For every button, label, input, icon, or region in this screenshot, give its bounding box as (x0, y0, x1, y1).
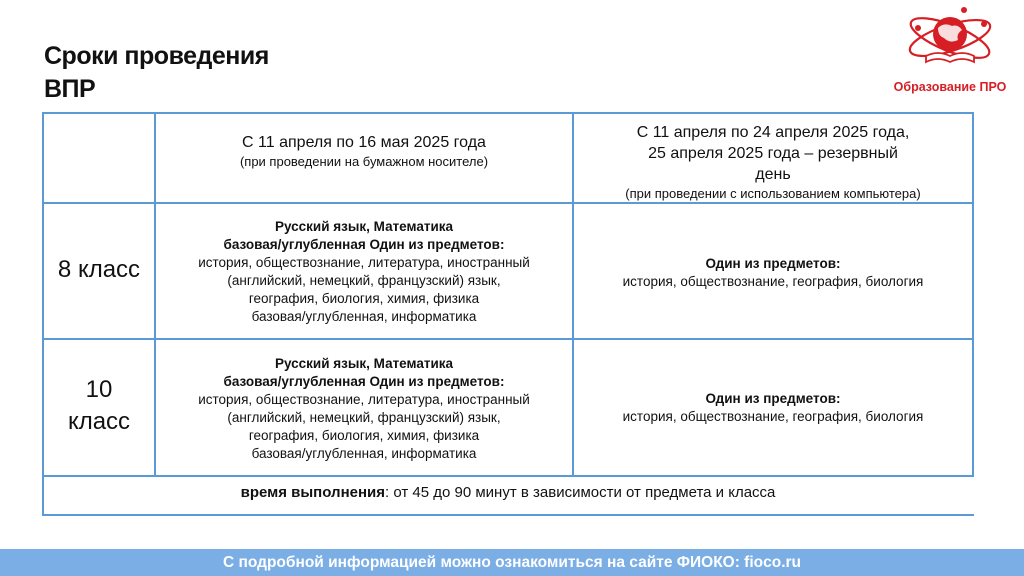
header-paper-sub: (при проведении на бумажном носителе) (239, 154, 489, 169)
row-10-paper-line1: Русский язык, Математика (274, 356, 454, 371)
row-10-computer-subjects: история, обществознание, география, биология (622, 409, 924, 424)
header-computer (574, 122, 972, 203)
page-title (44, 40, 364, 106)
row-8-computer-title: Один из предметов: (705, 256, 841, 271)
grade-10-line1: 10 (85, 376, 113, 403)
row-8-paper-line3: история, обществознание, литература, иностранный (198, 255, 530, 270)
page-title-line1: Сроки проведения (44, 42, 269, 70)
header-computer-line3: день (755, 166, 791, 183)
grade-8-label: 8 класс (57, 256, 141, 283)
row-8-paper-line2: базовая/углубленная Один из предметов: (223, 237, 505, 252)
row-10-paper-line2: базовая/углубленная Один из предметов: (223, 374, 505, 389)
atom-globe-icon (904, 4, 996, 78)
duration-text: : от 45 до 90 минут в зависимости от предмета и класса (385, 484, 776, 501)
row-8-paper (156, 218, 572, 326)
footer-banner (0, 549, 1024, 576)
header-paper (156, 132, 572, 171)
row-10-paper-line4: (английский, немецкий, французский) язык, (227, 410, 501, 425)
header-computer-line2: 25 апреля 2025 года – резервный (648, 145, 898, 162)
row-divider (42, 475, 974, 477)
row-10-paper (156, 355, 572, 463)
grade-10 (44, 374, 154, 438)
logo-text: Образование ПРО (893, 80, 1007, 94)
grade-10-line2: класс (67, 408, 131, 435)
row-10-paper-line5: география, биология, химия, физика (248, 428, 480, 443)
table-right-border (972, 112, 974, 476)
row-10-computer (574, 390, 972, 426)
header-computer-sub: (при проведении с использованием компьютера) (625, 186, 921, 201)
row-8-computer-subjects: история, обществознание, география, биология (622, 274, 924, 289)
duration-label: время выполнения (240, 484, 385, 501)
schedule-table (42, 112, 972, 514)
header-paper-main: С 11 апреля по 16 мая 2025 года (242, 134, 486, 151)
duration-row (44, 484, 972, 502)
row-divider (42, 338, 974, 340)
row-8-paper-line1: Русский язык, Математика (274, 219, 454, 234)
row-10-paper-line6: базовая/углубленная, информатика (251, 446, 477, 461)
row-8-paper-line4: (английский, немецкий, французский) язык, (227, 273, 501, 288)
page-title-line2: ВПР (44, 75, 96, 103)
header-computer-line1: С 11 апреля по 24 апреля 2025 года, (636, 124, 910, 141)
row-8-paper-line5: география, биология, химия, физика (248, 291, 480, 306)
row-10-paper-line3: история, обществознание, литература, иностранный (198, 392, 530, 407)
row-10-computer-title: Один из предметов: (705, 391, 841, 406)
grade-8 (44, 254, 154, 286)
logo (878, 4, 1022, 96)
row-8-computer (574, 255, 972, 291)
footer-text: С подробной информацией можно ознакомиться на сайте ФИОКО: fioco.ru (222, 554, 802, 571)
row-8-paper-line6: базовая/углубленная, информатика (251, 309, 477, 324)
